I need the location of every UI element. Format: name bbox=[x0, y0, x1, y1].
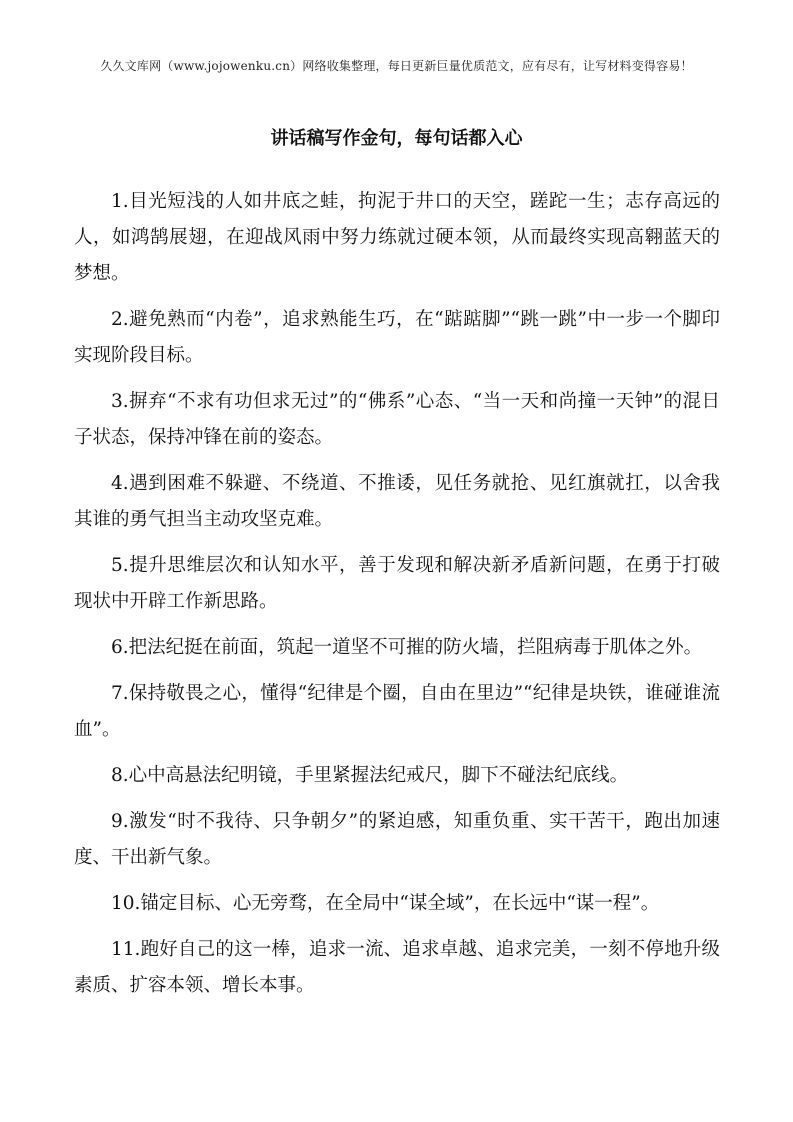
paragraph-6: 6.把法纪挺在前面，筑起一道坚不可摧的防火墙，拦阻病毒于肌体之外。 bbox=[111, 637, 703, 658]
paragraph-3: 3.摒弃“不求有功但求无过”的“佛系”心态、“当一天和尚撞一天钟”的混日子状态，保持冲锋在前的姿态。 bbox=[74, 391, 720, 448]
document-title: 讲话稿写作金句，每句话都入心 bbox=[270, 128, 523, 149]
paragraph-7: 7.保持敬畏之心，懂得“纪律是个圈，自由在里边”“纪律是块铁，谁碰谁流血”。 bbox=[74, 683, 720, 740]
paragraph-1: 1.目光短浅的人如井底之蛙，拘泥于井口的天空，蹉跎一生；志存高远的人，如鸿鹄展翅，在迎战风雨中努力练就过硬本领，从而最终实现高翱蓝天的梦想。 bbox=[74, 191, 720, 284]
paragraph-4: 4.遇到困难不躲避、不绕道、不推诿，见任务就抢、见红旗就扛，以舍我其谁的勇气担当主动攻坚克难。 bbox=[74, 473, 720, 530]
paragraph-11: 11.跑好自己的这一棒，追求一流、追求卓越、追求完美，一刻不停地升级素质、扩容本领、增长本事。 bbox=[74, 939, 720, 996]
header-note: 久久文库网（www.jojowenku.cn）网络收集整理，每日更新巨量优质范文，应有尽有，让写材料变得容易！ bbox=[100, 59, 693, 73]
paragraph-10: 10.锚定目标、心无旁骛，在全局中“谋全域”，在长远中“谋一程”。 bbox=[111, 893, 660, 914]
document-body bbox=[74, 184, 720, 1014]
paragraph-2: 2.避免熟而“内卷”，追求熟能生巧，在“踮踮脚”“跳一跳”中一步一个脚印实现阶段目标。 bbox=[74, 309, 720, 366]
paragraph-8: 8.心中高悬法纪明镜，手里紧握法纪戒尺，脚下不碰法纪底线。 bbox=[111, 765, 629, 786]
paragraph-5: 5.提升思维层次和认知水平，善于发现和解决新矛盾新问题，在勇于打破现状中开辟工作新思路。 bbox=[74, 555, 720, 612]
paragraph-9: 9.激发“时不我待、只争朝夕”的紧迫感，知重负重、实干苦干，跑出加速度、干出新气象。 bbox=[74, 811, 720, 868]
